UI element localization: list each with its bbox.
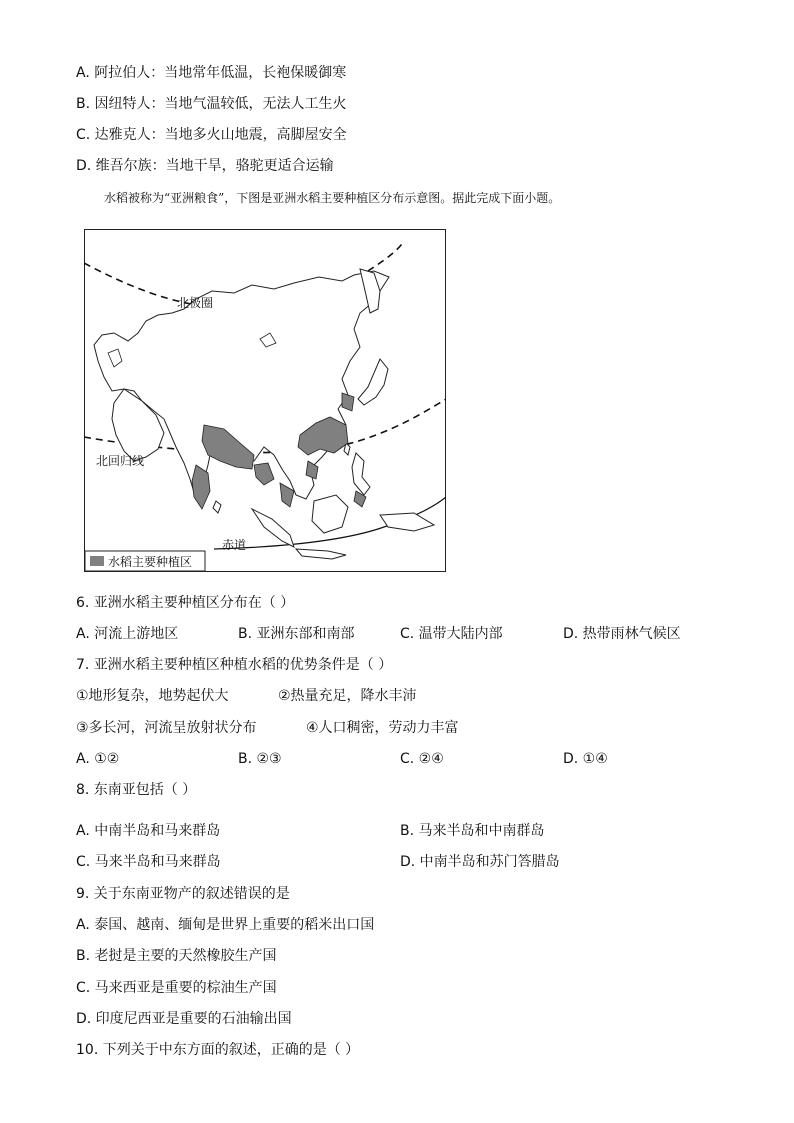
q6-stem: 6. 亚洲水稻主要种植区分布在（ ） (76, 595, 295, 611)
q7-condition-3: ③多长河，河流呈放射状分布 (76, 720, 257, 736)
q9-option-d: D. 印度尼西亚是重要的石油输出国 (76, 1011, 292, 1027)
map-legend (85, 551, 205, 571)
q8-option-d: D. 中南半岛和苏门答腊岛 (400, 854, 560, 870)
q7-option-b: B. ②③ (238, 751, 282, 767)
q6-option-c: C. 温带大陆内部 (400, 626, 503, 642)
q6-option-d: D. 热带雨林气候区 (563, 626, 681, 642)
q7-option-a: A. ①② (76, 751, 120, 767)
q10-stem: 10. 下列关于中东方面的叙述，正确的是（ ） (76, 1042, 360, 1058)
tropic-label: 北回归线 (96, 454, 145, 468)
arctic-circle-label: 北极圈 (177, 296, 214, 310)
q9-option-c: C. 马来西亚是重要的棕油生产国 (76, 980, 277, 996)
q8-option-c: C. 马来半岛和马来群岛 (76, 854, 221, 870)
q5-option-a: A. 阿拉伯人：当地常年低温，长袍保暖御寒 (76, 65, 347, 81)
q6-option-a: A. 河流上游地区 (76, 626, 179, 642)
q9-option-b: B. 老挝是主要的天然橡胶生产国 (76, 948, 277, 964)
q8-option-a: A. 中南半岛和马来群岛 (76, 823, 221, 839)
q9-stem: 9. 关于东南亚物产的叙述错误的是 (76, 886, 290, 902)
legend-label: 水稻主要种植区 (108, 555, 193, 569)
q7-condition-2: ②热量充足，降水丰沛 (278, 688, 417, 704)
asia-rice-map (84, 229, 446, 572)
q5-option-d: D. 维吾尔族：当地干旱，骆驼更适合运输 (76, 158, 334, 174)
q5-option-c: C. 达雅克人：当地多火山地震，高脚屋安全 (76, 127, 347, 143)
q7-stem: 7. 亚洲水稻主要种植区种植水稻的优势条件是（ ） (76, 657, 393, 673)
legend-swatch (90, 556, 104, 566)
equator-label: 赤道 (222, 538, 247, 552)
q7-condition-1: ①地形复杂，地势起伏大 (76, 688, 229, 704)
q8-option-b: B. 马来半岛和中南群岛 (400, 823, 545, 839)
q7-condition-4: ④人口稠密，劳动力丰富 (306, 720, 459, 736)
q7-option-c: C. ②④ (400, 751, 444, 767)
q6-option-b: B. 亚洲东部和南部 (238, 626, 355, 642)
material-intro: 水稻被称为“亚洲粮食”，下图是亚洲水稻主要种植区分布示意图。据此完成下面小题。 (104, 191, 561, 205)
q7-option-d: D. ①④ (563, 751, 608, 767)
q8-stem: 8. 东南亚包括（ ） (76, 782, 197, 798)
q9-option-a: A. 泰国、越南、缅甸是世界上重要的稻米出口国 (76, 917, 375, 933)
q5-option-b: B. 因纽特人：当地气温较低，无法人工生火 (76, 96, 347, 112)
